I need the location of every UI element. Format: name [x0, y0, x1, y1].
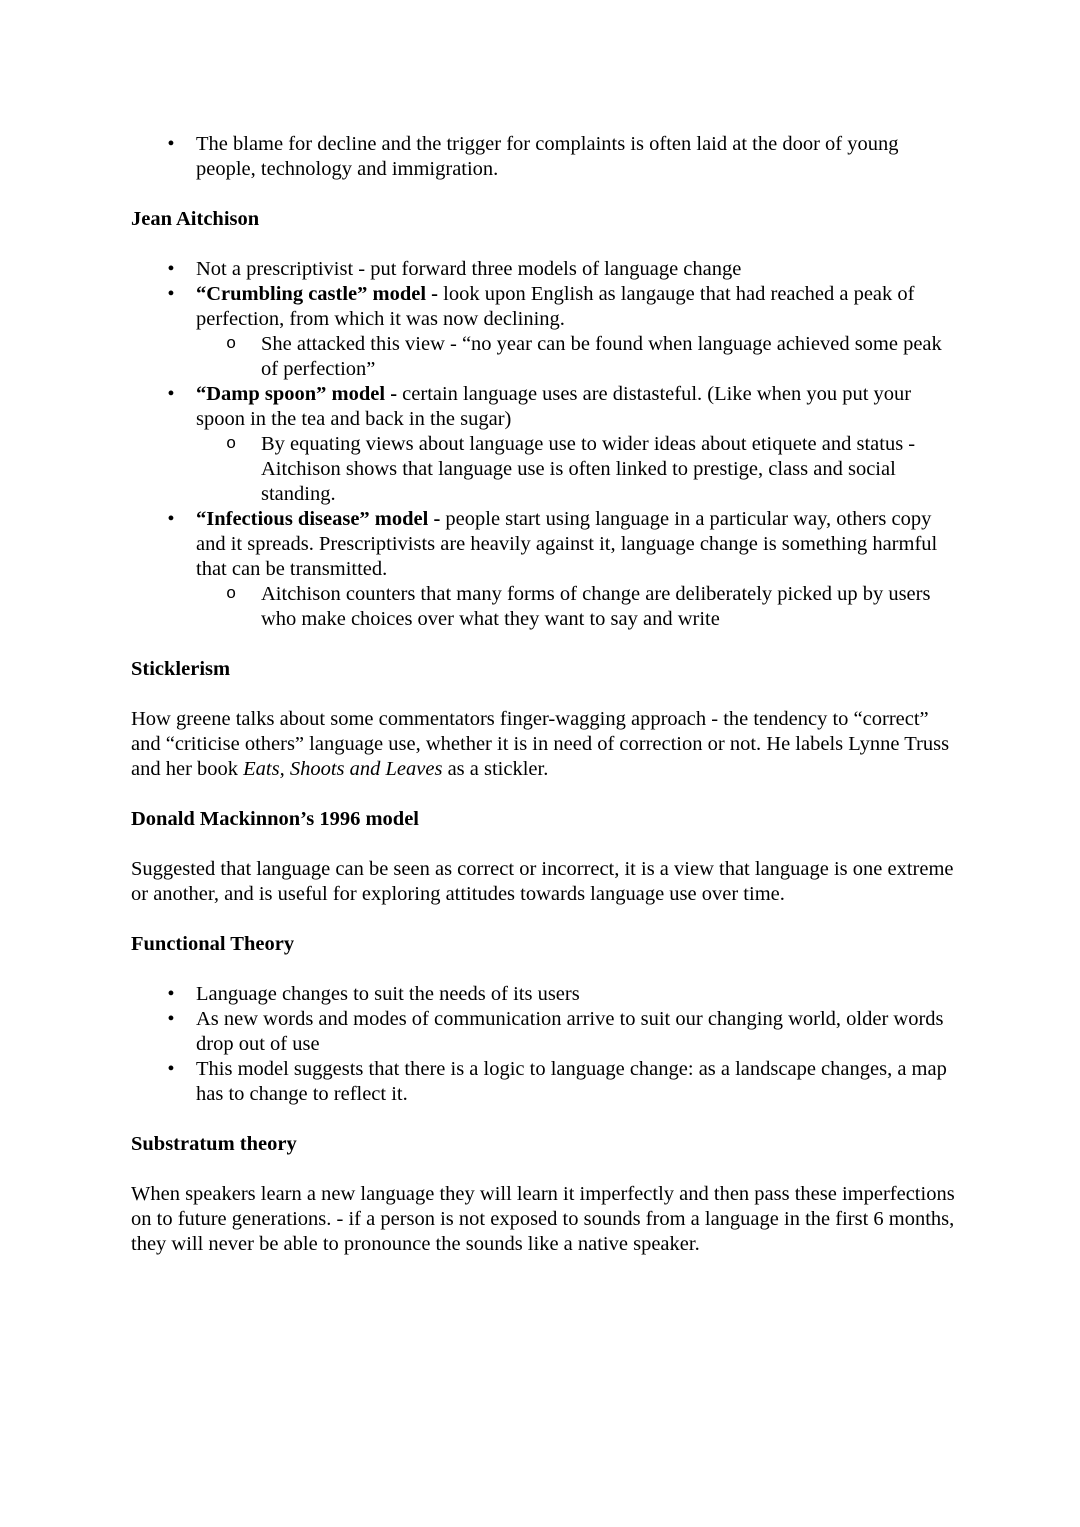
- bullet-text: certain language uses are distasteful. (Like when you put your spoon in the tea and back in the sugar): [196, 383, 912, 430]
- bullet-marker: •: [167, 508, 175, 530]
- sub-bullet-marker: o: [226, 335, 237, 354]
- functional-bullet-list: [131, 982, 961, 1107]
- book-title: Eats, Shoots and Leaves: [243, 758, 443, 780]
- sub-bullet-list: [196, 582, 961, 632]
- bullet-text: look upon English as langauge that had reached a peak of perfection, from which it was now declining.: [196, 283, 915, 330]
- sub-bullet-list: [196, 332, 961, 382]
- list-item: [131, 507, 961, 632]
- sub-list-item: [196, 332, 961, 382]
- bullet-text: As new words and modes of communication arrive to suit our changing world, older words drop out of use: [196, 1008, 944, 1055]
- model-name-crumbling-castle: “Crumbling castle” model -: [196, 283, 438, 305]
- list-item: [131, 1057, 961, 1107]
- list-item: [131, 982, 961, 1007]
- substratum-paragraph: When speakers learn a new language they will learn it imperfectly and then pass these imperfections on to future generations. - if a person is not exposed to sounds from a language in the first 6 months, they will never be able to pronounce the sounds like a native speaker.: [131, 1183, 955, 1255]
- mackinnon-paragraph: Suggested that language can be seen as correct or incorrect, it is a view that language is one extreme or another, and is useful for exploring attitudes towards language use over time.: [131, 858, 954, 905]
- bullet-text: Language changes to suit the needs of its users: [196, 983, 580, 1005]
- sub-bullet-text: Aitchison counters that many forms of change are deliberately picked up by users who make choices over what they want to say and write: [261, 583, 931, 630]
- sub-bullet-text: By equating views about language use to wider ideas about etiquete and status - Aitchison shows that language use is often linked to prestige, class and social standing.: [261, 433, 916, 505]
- paragraph-text: How greene talks about some commentators finger-wagging approach - the tendency to “correct” and “criticise others” language use, whether it is in need of correction or not. He labels Lynne Truss and her book: [131, 708, 950, 780]
- list-item: [131, 132, 961, 182]
- list-item: [131, 282, 961, 382]
- intro-bullet-list: [131, 132, 961, 182]
- list-item: [131, 1007, 961, 1057]
- paragraph-text: as a stickler.: [442, 758, 549, 780]
- sub-bullet-list: [196, 432, 961, 507]
- bullet-marker: •: [167, 383, 175, 405]
- section-heading-substratum: Substratum theory: [131, 1133, 297, 1155]
- sub-list-item: [196, 582, 961, 632]
- list-item: [131, 257, 961, 282]
- bullet-text: Not a prescriptivist - put forward three models of language change: [196, 258, 742, 280]
- model-name-infectious-disease: “Infectious disease” model -: [196, 508, 441, 530]
- sub-bullet-marker: o: [226, 435, 237, 454]
- bullet-marker: •: [167, 1058, 175, 1080]
- bullet-marker: •: [167, 983, 175, 1005]
- model-name-damp-spoon: “Damp spoon” model -: [196, 383, 398, 405]
- aitchison-bullet-list: [131, 257, 961, 632]
- sub-list-item: [196, 432, 961, 507]
- sticklerism-paragraph: [131, 707, 961, 782]
- document-body: [131, 132, 961, 1257]
- bullet-text: people start using language in a particular way, others copy and it spreads. Prescriptivists are heavily against it, language change is something harmful that can be transmitted.: [196, 508, 938, 580]
- sub-bullet-text: She attacked this view - “no year can be found when language achieved some peak of perfection”: [261, 333, 942, 380]
- bullet-marker: •: [167, 1008, 175, 1030]
- list-item: [131, 382, 961, 507]
- section-heading-mackinnon: Donald Mackinnon’s 1996 model: [131, 808, 419, 830]
- section-heading-sticklerism: Sticklerism: [131, 658, 231, 680]
- bullet-marker: •: [167, 283, 175, 305]
- sub-bullet-marker: o: [226, 585, 237, 604]
- section-heading-aitchison: Jean Aitchison: [131, 208, 260, 230]
- bullet-text: The blame for decline and the trigger for complaints is often laid at the door of young people, technology and immigration.: [196, 133, 899, 180]
- bullet-marker: •: [167, 133, 175, 155]
- bullet-marker: •: [167, 258, 175, 280]
- section-heading-functional: Functional Theory: [131, 933, 295, 955]
- bullet-text: This model suggests that there is a logic to language change: as a landscape changes, a map has to change to reflect it.: [196, 1058, 947, 1105]
